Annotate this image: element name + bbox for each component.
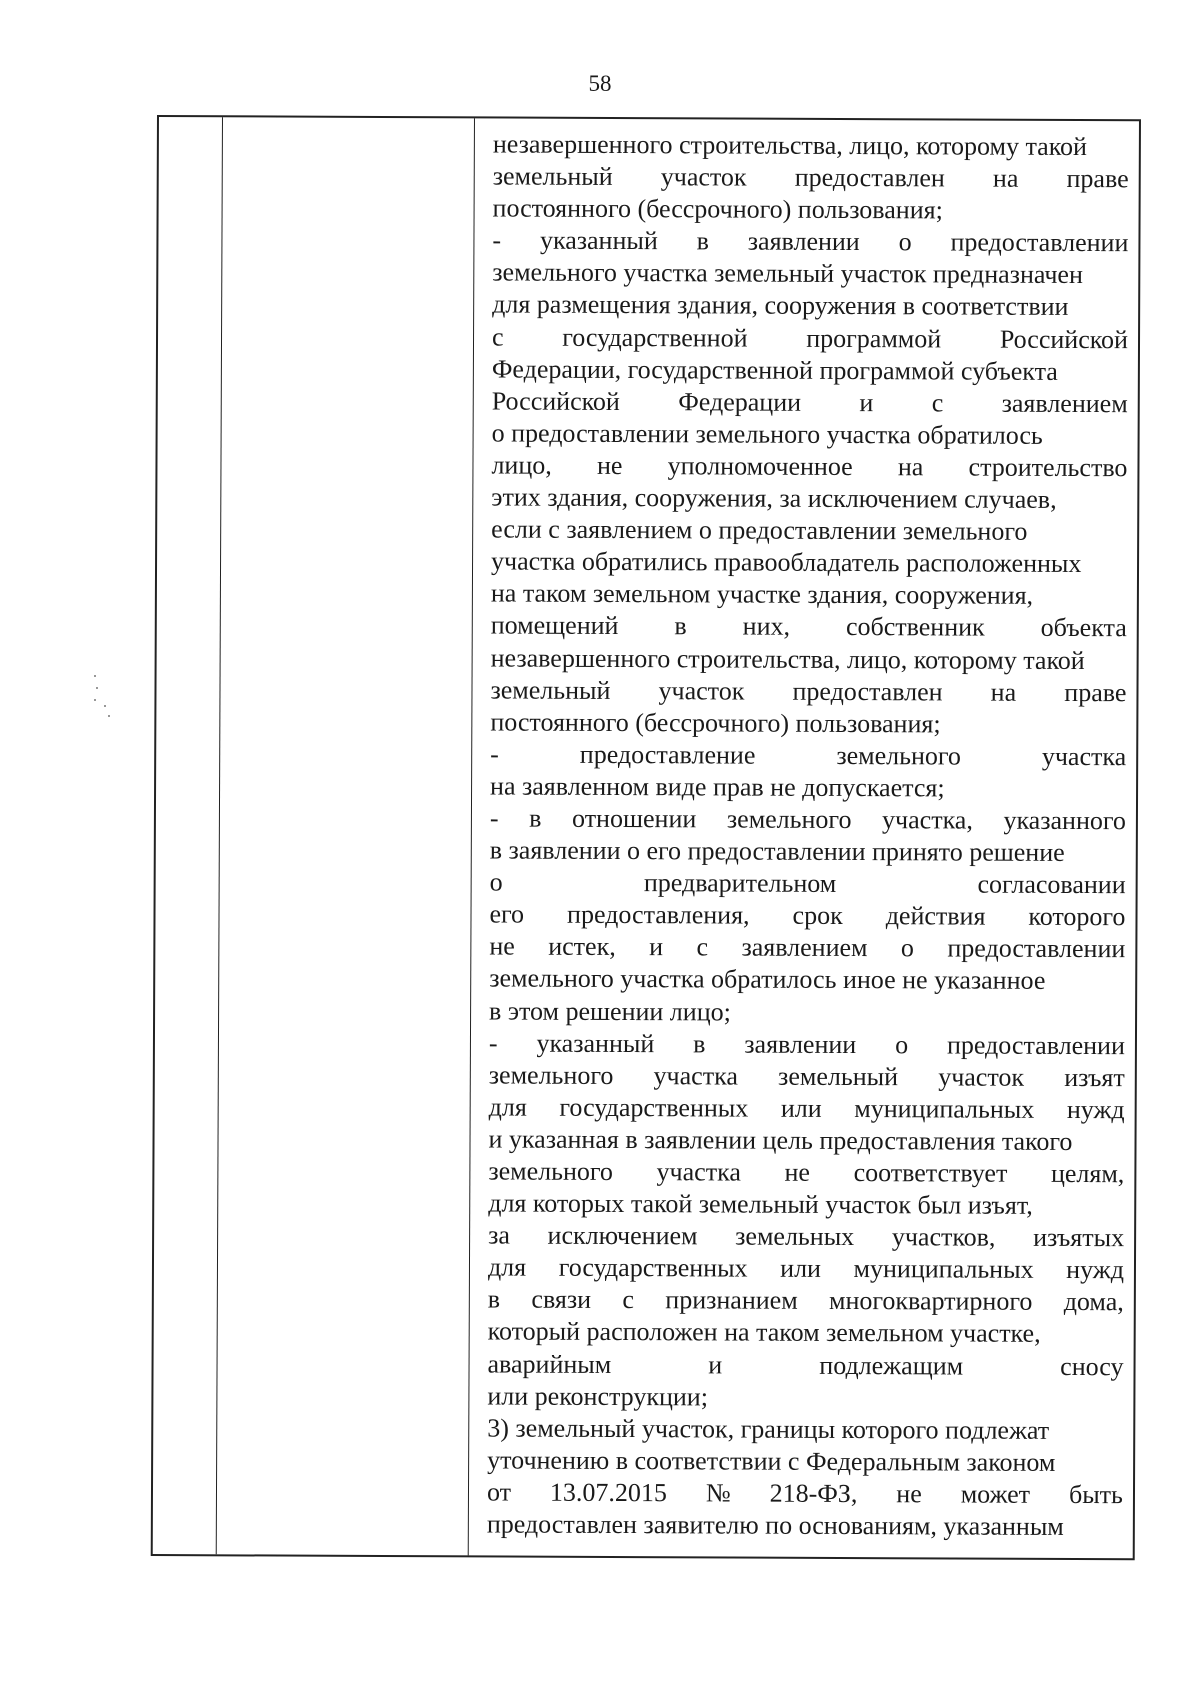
text-word: программой: [806, 323, 942, 353]
text-word: быть: [1068, 1479, 1123, 1510]
text-word: 218-ФЗ,: [769, 1478, 858, 1509]
text-word: праве: [1066, 164, 1129, 194]
text-word: муниципальных: [853, 1254, 1034, 1285]
text-word: праве: [1064, 677, 1127, 707]
text-word: истек,: [548, 932, 616, 962]
text-line: [492, 385, 1128, 420]
text-word: участков,: [891, 1222, 996, 1252]
text-word: подлежащим: [819, 1350, 964, 1381]
text-word: -: [489, 803, 499, 833]
text-line: [492, 417, 1128, 452]
text-line: [491, 610, 1127, 645]
text-word: них,: [742, 611, 791, 642]
page-number: 58: [588, 71, 612, 96]
text-word: участок: [938, 1062, 1025, 1092]
text-word: уполномоченное: [667, 451, 853, 481]
text-word: или: [780, 1093, 822, 1123]
text-line: [491, 481, 1127, 516]
text-line: [489, 1091, 1125, 1126]
text-word: предоставлен заявителю по основаниям, указанным: [486, 1509, 1064, 1542]
text-word: не: [596, 450, 623, 480]
text-word: не: [896, 1479, 922, 1509]
text-line: [491, 578, 1127, 613]
text-word: заявлении: [747, 226, 860, 257]
text-word: 3) земельный участок, границы которого подлежат: [487, 1413, 1050, 1445]
text-word: строительство: [968, 452, 1128, 483]
text-line: [493, 161, 1129, 196]
text-word: земельных: [735, 1221, 855, 1252]
text-word: исключением: [547, 1220, 698, 1251]
text-word: целям,: [1050, 1158, 1125, 1189]
text-line: [493, 193, 1129, 228]
text-line: [488, 1252, 1124, 1287]
text-word: собственник: [845, 612, 985, 643]
text-word: участка обратились правообладатель расположенных: [490, 546, 1082, 579]
margin-marks: [88, 675, 118, 725]
text-line: [488, 1155, 1124, 1190]
text-word: о: [489, 867, 503, 897]
text-word: для: [488, 1092, 527, 1122]
text-word: предварительном: [643, 868, 837, 899]
text-word: о: [895, 1029, 909, 1059]
text-word: земельного: [488, 1060, 614, 1090]
text-word: предоставления,: [567, 900, 750, 930]
text-line: [490, 867, 1126, 902]
text-line: [488, 1284, 1124, 1319]
text-word: в: [693, 1028, 706, 1059]
text-line: [491, 642, 1127, 677]
text-word: дома,: [1063, 1287, 1124, 1317]
text-word: Федерации, государственной программой субъекта: [491, 354, 1058, 386]
text-word: участка: [1041, 741, 1127, 772]
text-word: уточнению в соответствии с Федеральным законом: [487, 1445, 1056, 1477]
text-word: земельный: [492, 161, 613, 192]
table-column-content: [469, 118, 1139, 1558]
document-table: [151, 115, 1141, 1560]
text-line: [488, 1220, 1124, 1255]
text-line: [491, 514, 1127, 549]
text-word: земельного: [488, 1156, 614, 1186]
text-word: заявлении: [744, 1029, 857, 1059]
text-line: [489, 899, 1125, 934]
text-word: 13.07.2015: [549, 1477, 668, 1508]
text-word: в: [696, 226, 710, 256]
text-line: [492, 321, 1128, 356]
text-line: [487, 1444, 1123, 1479]
text-line: [490, 770, 1126, 805]
text-line: [489, 963, 1125, 998]
text-line: [488, 1188, 1124, 1223]
text-word: многоквартирного: [828, 1286, 1033, 1317]
text-word: с: [491, 322, 504, 352]
text-word: на: [897, 452, 924, 482]
text-word: предоставление: [579, 739, 756, 770]
table-column-title: [217, 117, 475, 1555]
text-word: с: [622, 1285, 635, 1315]
text-word: государственных: [558, 1253, 748, 1283]
text-word: для: [487, 1252, 527, 1282]
text-word: и указанная в заявлении цель предоставления такого: [488, 1124, 1073, 1156]
text-word: постоянного (бессрочного) пользования;: [490, 707, 941, 739]
text-line: [487, 1412, 1123, 1447]
text-word: сносу: [1060, 1351, 1124, 1381]
text-word: или: [780, 1254, 822, 1284]
text-word: участка: [656, 1157, 741, 1187]
text-word: его: [489, 899, 525, 929]
text-word: связи: [531, 1285, 592, 1315]
text-word: в: [487, 1284, 501, 1314]
text-word: о: [900, 933, 915, 963]
text-word: -: [492, 225, 502, 255]
text-word: Федерации: [678, 387, 802, 417]
text-word: срок: [792, 901, 843, 931]
text-word: земельного участка земельный участок предназначен: [492, 257, 1083, 290]
text-word: объекта: [1040, 613, 1127, 643]
text-word: незавершенного строительства, лицо, которому такой: [492, 129, 1088, 162]
text-line: [487, 1380, 1123, 1415]
text-line: [488, 1123, 1124, 1158]
text-line: [490, 674, 1126, 709]
text-word: может: [960, 1479, 1031, 1509]
text-word: отношении: [572, 803, 697, 834]
text-word: для которых такой земельный участок был изъят,: [488, 1188, 1033, 1220]
text-word: государственной: [562, 322, 748, 353]
text-line: [490, 835, 1126, 870]
text-word: изъятых: [1033, 1223, 1125, 1253]
text-word: для размещения здания, сооружения в соответствии: [492, 289, 1069, 322]
text-line: [487, 1476, 1123, 1511]
text-line: [487, 1348, 1123, 1383]
text-line: [488, 1316, 1124, 1351]
text-word: земельного: [726, 804, 852, 835]
text-word: если с заявлением о предоставлении земельного: [491, 514, 1028, 546]
text-word: изъят: [1064, 1062, 1125, 1092]
text-word: которого: [1028, 902, 1126, 932]
text-line: [492, 225, 1128, 260]
text-line: [490, 802, 1126, 837]
text-word: признанием: [665, 1285, 798, 1316]
text-word: указанный: [539, 225, 658, 256]
text-word: о предоставлении земельного участка обратилось: [491, 418, 1043, 450]
text-word: в заявлении о его предоставлении принято решение: [489, 835, 1065, 868]
text-word: или реконструкции;: [487, 1381, 709, 1412]
text-line: [492, 257, 1128, 292]
text-word: указанного: [1003, 805, 1126, 836]
text-word: нужд: [1066, 1094, 1125, 1125]
text-word: соответствует: [853, 1158, 1008, 1188]
text-word: предоставлен: [794, 162, 945, 193]
text-word: участок: [658, 675, 745, 706]
text-line: [490, 706, 1126, 741]
text-word: участка: [653, 1060, 738, 1091]
text-word: за: [488, 1220, 510, 1250]
text-line: [491, 546, 1127, 581]
text-word: аварийным: [487, 1349, 612, 1379]
text-word: Российской: [999, 324, 1129, 354]
text-word: земельного участка обратилось иное не указанное: [489, 963, 1046, 996]
text-word: на заявленном виде прав не допускается;: [490, 771, 945, 803]
text-word: предоставлении: [950, 227, 1129, 258]
text-word: действия: [885, 901, 986, 931]
text-word: земельный: [490, 675, 611, 705]
text-line: [492, 353, 1128, 388]
text-word: предоставлен: [792, 676, 943, 707]
text-line: [491, 449, 1127, 484]
text-word: предоставлении: [947, 933, 1126, 964]
text-line: [489, 1059, 1125, 1094]
text-line: [489, 931, 1125, 966]
text-line: [487, 1508, 1123, 1543]
text-word: с: [931, 388, 944, 418]
text-word: -: [490, 739, 499, 769]
text-word: не: [489, 931, 515, 961]
text-word: от: [486, 1477, 512, 1507]
text-line: [489, 995, 1125, 1030]
text-word: в: [674, 611, 687, 641]
text-word: постоянного (бессрочного) пользования;: [492, 193, 943, 225]
text-word: муниципальных: [854, 1093, 1035, 1124]
text-word: в: [529, 803, 542, 833]
text-word: предоставлении: [946, 1030, 1125, 1060]
text-line: [489, 1027, 1125, 1062]
text-word: помещений: [490, 610, 619, 641]
text-word: с: [696, 932, 709, 962]
text-word: не: [784, 1157, 811, 1187]
text-word: о: [898, 227, 912, 257]
text-word: -: [488, 1028, 498, 1058]
text-word: государственных: [559, 1092, 749, 1123]
text-word: на таком земельном участке здания, сооружения,: [490, 578, 1034, 611]
text-word: который расположен на таком земельном участке,: [487, 1316, 1041, 1349]
text-line: [490, 738, 1126, 773]
text-word: и: [649, 932, 664, 962]
text-word: и: [859, 387, 874, 417]
text-word: согласовании: [977, 869, 1126, 900]
text-word: земельного: [836, 740, 962, 771]
text-word: участок: [660, 162, 747, 192]
text-word: земельный: [778, 1061, 899, 1091]
text-word: незавершенного строительства, лицо, которому такой: [490, 642, 1085, 675]
text-word: №: [705, 1478, 731, 1508]
text-word: заявлением: [741, 932, 868, 963]
text-line: [493, 128, 1129, 163]
text-word: Российской: [491, 386, 620, 416]
text-word: участка,: [882, 805, 973, 835]
text-word: этих здания, сооружения, за исключением случаев,: [491, 482, 1057, 514]
text-word: на: [992, 163, 1019, 193]
text-line: [492, 289, 1128, 324]
text-word: на: [990, 677, 1017, 707]
text-word: и: [708, 1349, 723, 1380]
text-word: в этом решении лицо;: [489, 995, 731, 1027]
text-word: заявлением: [1001, 388, 1128, 418]
table-column-number: [153, 117, 223, 1554]
text-word: лицо,: [491, 450, 552, 480]
text-word: нужд: [1066, 1255, 1125, 1285]
text-word: указанный: [536, 1028, 655, 1058]
